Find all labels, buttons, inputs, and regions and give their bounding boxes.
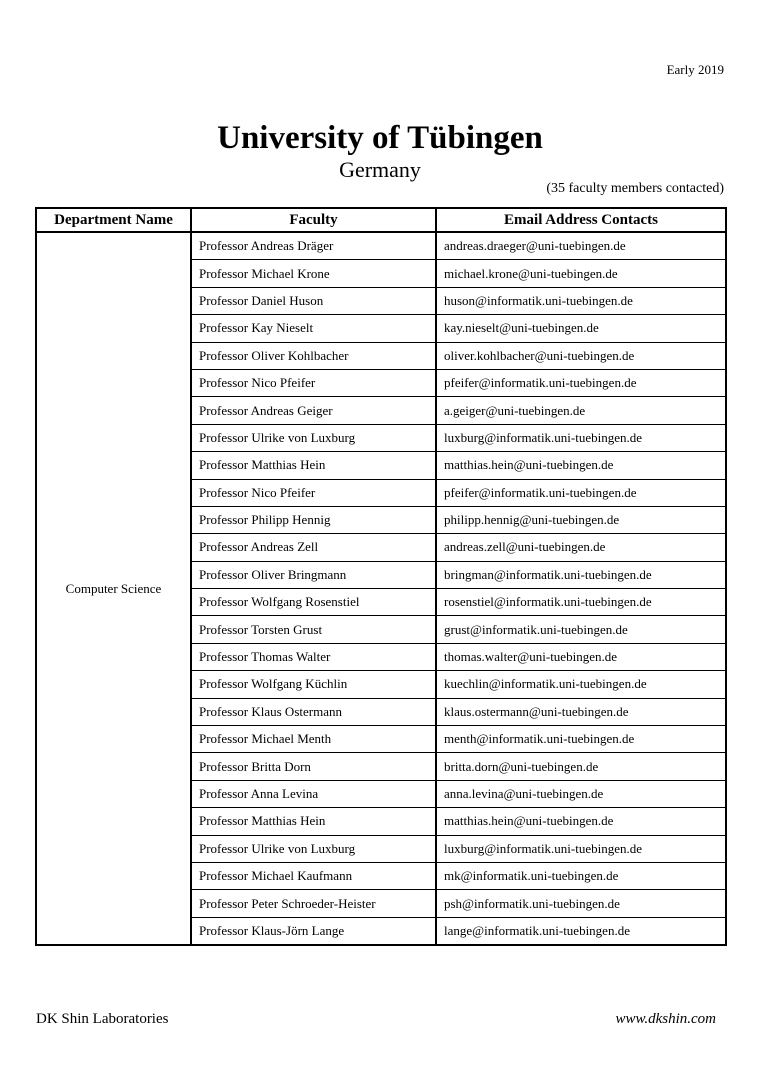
table-header-row bbox=[36, 208, 726, 232]
email-cell: a.geiger@uni-tuebingen.de bbox=[436, 397, 726, 424]
email-cell: luxburg@informatik.uni-tuebingen.de bbox=[436, 835, 726, 862]
faculty-name-cell: Professor Michael Kaufmann bbox=[191, 862, 436, 889]
email-cell: pfeifer@informatik.uni-tuebingen.de bbox=[436, 479, 726, 506]
faculty-name-cell: Professor Michael Menth bbox=[191, 726, 436, 753]
table-row bbox=[36, 232, 726, 260]
faculty-name-cell: Professor Matthias Hein bbox=[191, 808, 436, 835]
email-cell: kuechlin@informatik.uni-tuebingen.de bbox=[436, 671, 726, 698]
faculty-name-cell: Professor Oliver Bringmann bbox=[191, 561, 436, 588]
faculty-table bbox=[35, 207, 727, 946]
email-cell: grust@informatik.uni-tuebingen.de bbox=[436, 616, 726, 643]
email-cell: britta.dorn@uni-tuebingen.de bbox=[436, 753, 726, 780]
email-cell: lange@informatik.uni-tuebingen.de bbox=[436, 917, 726, 945]
email-cell: thomas.walter@uni-tuebingen.de bbox=[436, 643, 726, 670]
faculty-name-cell: Professor Ulrike von Luxburg bbox=[191, 424, 436, 451]
email-cell: matthias.hein@uni-tuebingen.de bbox=[436, 808, 726, 835]
email-cell: andreas.zell@uni-tuebingen.de bbox=[436, 534, 726, 561]
faculty-name-cell: Professor Kay Nieselt bbox=[191, 315, 436, 342]
faculty-name-cell: Professor Nico Pfeifer bbox=[191, 479, 436, 506]
faculty-name-cell: Professor Nico Pfeifer bbox=[191, 369, 436, 396]
faculty-name-cell: Professor Thomas Walter bbox=[191, 643, 436, 670]
column-header-email: Email Address Contacts bbox=[436, 208, 726, 232]
email-cell: michael.krone@uni-tuebingen.de bbox=[436, 260, 726, 287]
footer-website: www.dkshin.com bbox=[615, 1011, 716, 1027]
faculty-name-cell: Professor Michael Krone bbox=[191, 260, 436, 287]
email-cell: bringman@informatik.uni-tuebingen.de bbox=[436, 561, 726, 588]
faculty-name-cell: Professor Anna Levina bbox=[191, 780, 436, 807]
page-title: University of Tübingen bbox=[217, 120, 543, 156]
faculty-count: (35 faculty members contacted) bbox=[546, 181, 724, 196]
footer-lab-name: DK Shin Laboratories bbox=[36, 1011, 169, 1027]
email-cell: huson@informatik.uni-tuebingen.de bbox=[436, 287, 726, 314]
page-subtitle: Germany bbox=[339, 157, 421, 182]
email-cell: rosenstiel@informatik.uni-tuebingen.de bbox=[436, 589, 726, 616]
faculty-name-cell: Professor Matthias Hein bbox=[191, 452, 436, 479]
faculty-name-cell: Professor Oliver Kohlbacher bbox=[191, 342, 436, 369]
faculty-name-cell: Professor Wolfgang Rosenstiel bbox=[191, 589, 436, 616]
table-body bbox=[36, 232, 726, 945]
email-cell: luxburg@informatik.uni-tuebingen.de bbox=[436, 424, 726, 451]
email-cell: mk@informatik.uni-tuebingen.de bbox=[436, 862, 726, 889]
document-date: Early 2019 bbox=[666, 62, 724, 77]
faculty-name-cell: Professor Andreas Zell bbox=[191, 534, 436, 561]
faculty-name-cell: Professor Ulrike von Luxburg bbox=[191, 835, 436, 862]
email-cell: anna.levina@uni-tuebingen.de bbox=[436, 780, 726, 807]
faculty-name-cell: Professor Philipp Hennig bbox=[191, 506, 436, 533]
faculty-name-cell: Professor Daniel Huson bbox=[191, 287, 436, 314]
email-cell: pfeifer@informatik.uni-tuebingen.de bbox=[436, 369, 726, 396]
column-header-faculty: Faculty bbox=[191, 208, 436, 232]
email-cell: klaus.ostermann@uni-tuebingen.de bbox=[436, 698, 726, 725]
email-cell: psh@informatik.uni-tuebingen.de bbox=[436, 890, 726, 917]
column-header-department: Department Name bbox=[36, 208, 191, 232]
email-cell: menth@informatik.uni-tuebingen.de bbox=[436, 726, 726, 753]
faculty-name-cell: Professor Andreas Geiger bbox=[191, 397, 436, 424]
email-cell: matthias.hein@uni-tuebingen.de bbox=[436, 452, 726, 479]
email-cell: philipp.hennig@uni-tuebingen.de bbox=[436, 506, 726, 533]
faculty-name-cell: Professor Klaus Ostermann bbox=[191, 698, 436, 725]
email-cell: andreas.draeger@uni-tuebingen.de bbox=[436, 232, 726, 260]
faculty-name-cell: Professor Peter Schroeder-Heister bbox=[191, 890, 436, 917]
faculty-name-cell: Professor Britta Dorn bbox=[191, 753, 436, 780]
email-cell: oliver.kohlbacher@uni-tuebingen.de bbox=[436, 342, 726, 369]
faculty-name-cell: Professor Andreas Dräger bbox=[191, 232, 436, 260]
email-cell: kay.nieselt@uni-tuebingen.de bbox=[436, 315, 726, 342]
faculty-name-cell: Professor Torsten Grust bbox=[191, 616, 436, 643]
department-cell: Computer Science bbox=[36, 232, 191, 945]
faculty-name-cell: Professor Wolfgang Küchlin bbox=[191, 671, 436, 698]
faculty-name-cell: Professor Klaus-Jörn Lange bbox=[191, 917, 436, 945]
